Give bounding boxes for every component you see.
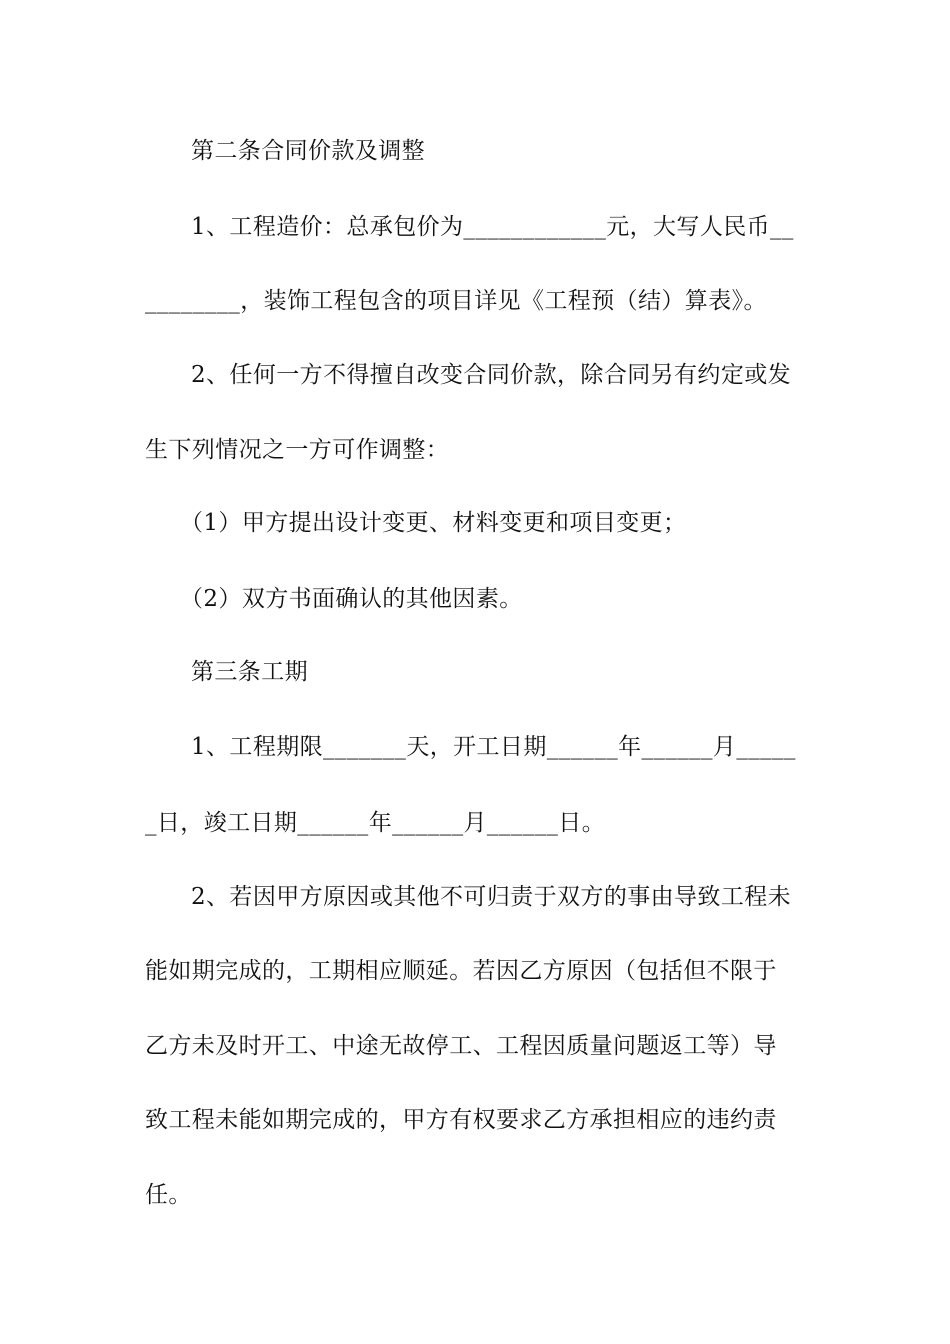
paragraph-line: 任。 — [145, 1182, 192, 1208]
article-3-heading: 第三条工期 — [191, 659, 308, 685]
list-item: （1）甲方提出设计变更、材料变更和项目变更； — [180, 510, 687, 536]
paragraph-line: ________，装饰工程包含的项目详见《工程预（结）算表》。 — [145, 288, 767, 314]
paragraph-line: 致工程未能如期完成的，甲方有权要求乙方承担相应的违约责 — [145, 1107, 777, 1133]
paragraph-line: 1、工程造价：总承包价为____________元，大写人民币__ — [191, 214, 794, 240]
paragraph-line: 生下列情况之一方可作调整： — [145, 437, 450, 463]
list-item: （2）双方书面确认的其他因素。 — [180, 586, 523, 612]
paragraph-line: 2、若因甲方原因或其他不可归责于双方的事由导致工程未 — [191, 884, 792, 910]
paragraph-line: _日，竣工日期______年______月______日。 — [145, 810, 606, 836]
paragraph-line: 1、工程期限_______天，开工日期______年______月_____ — [191, 734, 796, 760]
article-2-heading: 第二条合同价款及调整 — [191, 138, 425, 164]
paragraph-line: 2、任何一方不得擅自改变合同价款，除合同另有约定或发 — [191, 362, 792, 388]
paragraph-line: 能如期完成的，工期相应顺延。若因乙方原因（包括但不限于 — [145, 958, 777, 984]
paragraph-line: 乙方未及时开工、中途无故停工、工程因质量问题返工等）导 — [145, 1033, 777, 1059]
